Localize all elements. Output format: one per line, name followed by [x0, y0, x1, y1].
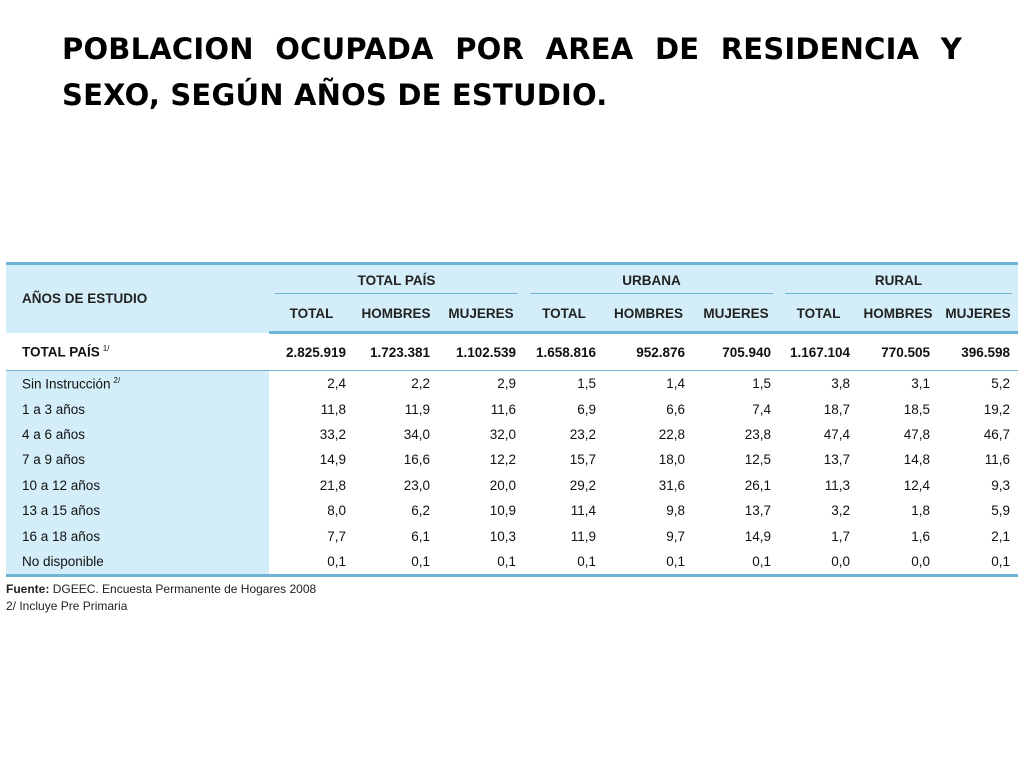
table-cell: 47,4	[823, 426, 850, 442]
table-cell: 11,6	[984, 452, 1010, 468]
table-cell: 8,0	[327, 503, 346, 519]
table-cell: 1.102.539	[438, 333, 524, 371]
table-row	[6, 549, 1018, 576]
table-cell: 12,4	[903, 477, 930, 493]
table-cell: 7,4	[752, 401, 771, 417]
table-row	[6, 422, 1018, 447]
row-label: Sin Instrucción $^{2/}$	[6, 371, 269, 397]
table-cell: 952.876	[604, 333, 693, 371]
table-cell: 23,8	[744, 426, 771, 442]
table-cell: 26,1	[744, 477, 771, 493]
table-cell: 12,5	[744, 452, 771, 468]
table-cell: 19,2	[983, 401, 1010, 417]
slide-title: POBLACION OCUPADA POR AREA DE RESIDENCIA Y SEXO, SEGÚN AÑOS DE ESTUDIO.	[62, 32, 962, 112]
table-cell: 46,7	[983, 426, 1010, 442]
table-cell: 6,2	[411, 503, 430, 519]
table-cell: 1,7	[831, 528, 850, 544]
column-header: MUJERES	[438, 295, 524, 333]
table-cell: 18,5	[903, 401, 930, 417]
table-cell: 0,1	[438, 549, 524, 576]
table-cell: 0,1	[269, 549, 354, 576]
table-cell: 13,7	[744, 503, 771, 519]
table-cell: 705.940	[693, 333, 779, 371]
table-cell: 29,2	[569, 477, 596, 493]
group-header-total-pais: TOTAL PAÍS	[269, 264, 524, 296]
table-cell: 33,2	[319, 426, 346, 442]
table-cell: 12,2	[489, 452, 516, 468]
table-cell: 11,8	[320, 401, 346, 417]
table-cell: 0,1	[524, 549, 604, 576]
row-label: No disponible	[6, 549, 269, 576]
table-cell: 396.598	[938, 333, 1018, 371]
table-cell: 1,8	[911, 503, 930, 519]
table-cell: 2,9	[497, 376, 516, 392]
column-header: TOTAL	[524, 295, 604, 333]
table-cell: 2.825.919	[269, 333, 354, 371]
table-cell: 23,2	[569, 426, 596, 442]
row-label: 16 a 18 años	[6, 523, 269, 548]
table-cell: 9,7	[666, 528, 685, 544]
table-cell: 0,1	[693, 549, 779, 576]
column-header: TOTAL	[779, 295, 858, 333]
column-header: HOMBRES	[858, 295, 938, 333]
table-cell: 2,4	[327, 376, 346, 392]
row-label: 7 a 9 años	[6, 447, 269, 472]
table-cell: 0,0	[858, 549, 938, 576]
footnote-2: 2/ Incluye Pre Primaria	[6, 599, 128, 613]
group-header-rural: RURAL	[779, 264, 1018, 296]
table-cell: 11,3	[824, 477, 850, 493]
table-notes	[6, 581, 316, 615]
column-header: HOMBRES	[354, 295, 438, 333]
table-cell: 0,1	[938, 549, 1018, 576]
table-row	[6, 371, 1018, 397]
row-label: 10 a 12 años	[6, 473, 269, 498]
table-cell: 21,8	[319, 477, 346, 493]
table-cell: 10,3	[489, 528, 516, 544]
table-cell: 6,9	[577, 401, 596, 417]
table-cell: 2,1	[991, 528, 1010, 544]
table-cell: 10,9	[489, 503, 516, 519]
table-cell: 23,0	[403, 477, 430, 493]
table-cell: 18,7	[823, 401, 850, 417]
table-cell: 5,2	[991, 376, 1010, 392]
table-cell: 3,8	[831, 376, 850, 392]
stub-header: AÑOS DE ESTUDIO	[6, 264, 269, 333]
table-cell: 31,6	[658, 477, 685, 493]
table-cell: 9,3	[991, 477, 1010, 493]
footnote-marker: 2/	[113, 375, 121, 385]
table-cell: 9,8	[666, 503, 685, 519]
table-cell: 20,0	[489, 477, 516, 493]
table-row	[6, 447, 1018, 472]
table-cell: 0,1	[604, 549, 693, 576]
column-header: HOMBRES	[604, 295, 693, 333]
table-cell: 22,8	[658, 426, 685, 442]
table-cell: 6,1	[411, 528, 430, 544]
table-cell: 5,9	[991, 503, 1010, 519]
table-cell: 13,7	[823, 452, 850, 468]
table-cell: 14,9	[744, 528, 771, 544]
row-label: 13 a 15 años	[6, 498, 269, 523]
row-label: 4 a 6 años	[6, 422, 269, 447]
table-cell: 47,8	[903, 426, 930, 442]
column-header: MUJERES	[938, 295, 1018, 333]
table-row	[6, 396, 1018, 421]
table-cell: 18,0	[658, 452, 685, 468]
table-cell: 770.505	[858, 333, 938, 371]
table-row	[6, 498, 1018, 523]
column-header: MUJERES	[693, 295, 779, 333]
table-cell: 11,9	[404, 401, 430, 417]
row-label: 1 a 3 años	[6, 396, 269, 421]
table-cell: 1.723.381	[354, 333, 438, 371]
row-label: TOTAL PAÍS $^{1/}$	[6, 333, 269, 371]
data-table-container	[6, 262, 1018, 577]
table-cell: 7,7	[327, 528, 346, 544]
table-row	[6, 473, 1018, 498]
table-cell: 3,1	[911, 376, 930, 392]
table-cell: 32,0	[489, 426, 516, 442]
table-row	[6, 523, 1018, 548]
group-header-urbana: URBANA	[524, 264, 779, 296]
table-cell: 1,5	[752, 376, 771, 392]
table-cell: 1,5	[577, 376, 596, 392]
table-cell: 3,2	[831, 503, 850, 519]
table-cell: 16,6	[403, 452, 430, 468]
table-cell: 1,6	[911, 528, 930, 544]
table-cell: 1,4	[666, 376, 685, 392]
table-cell: 6,6	[666, 401, 685, 417]
table-cell: 0,1	[354, 549, 438, 576]
table-cell: 15,7	[569, 452, 596, 468]
education-employment-table	[6, 262, 1018, 577]
total-row	[6, 333, 1018, 371]
column-header: TOTAL	[269, 295, 354, 333]
table-cell: 14,8	[903, 452, 930, 468]
footnote-marker: 1/	[102, 343, 110, 353]
table-cell: 11,4	[570, 503, 596, 519]
table-cell: 11,9	[570, 528, 596, 544]
table-cell: 1.658.816	[524, 333, 604, 371]
table-cell: 11,6	[490, 401, 516, 417]
table-cell: 0,0	[779, 549, 858, 576]
table-cell: 1.167.104	[779, 333, 858, 371]
source-note: Fuente: DGEEC. Encuesta Permanente de Hogares 2008	[6, 582, 317, 596]
table-cell: 34,0	[403, 426, 430, 442]
table-cell: 2,2	[411, 376, 430, 392]
table-cell: 14,9	[319, 452, 346, 468]
